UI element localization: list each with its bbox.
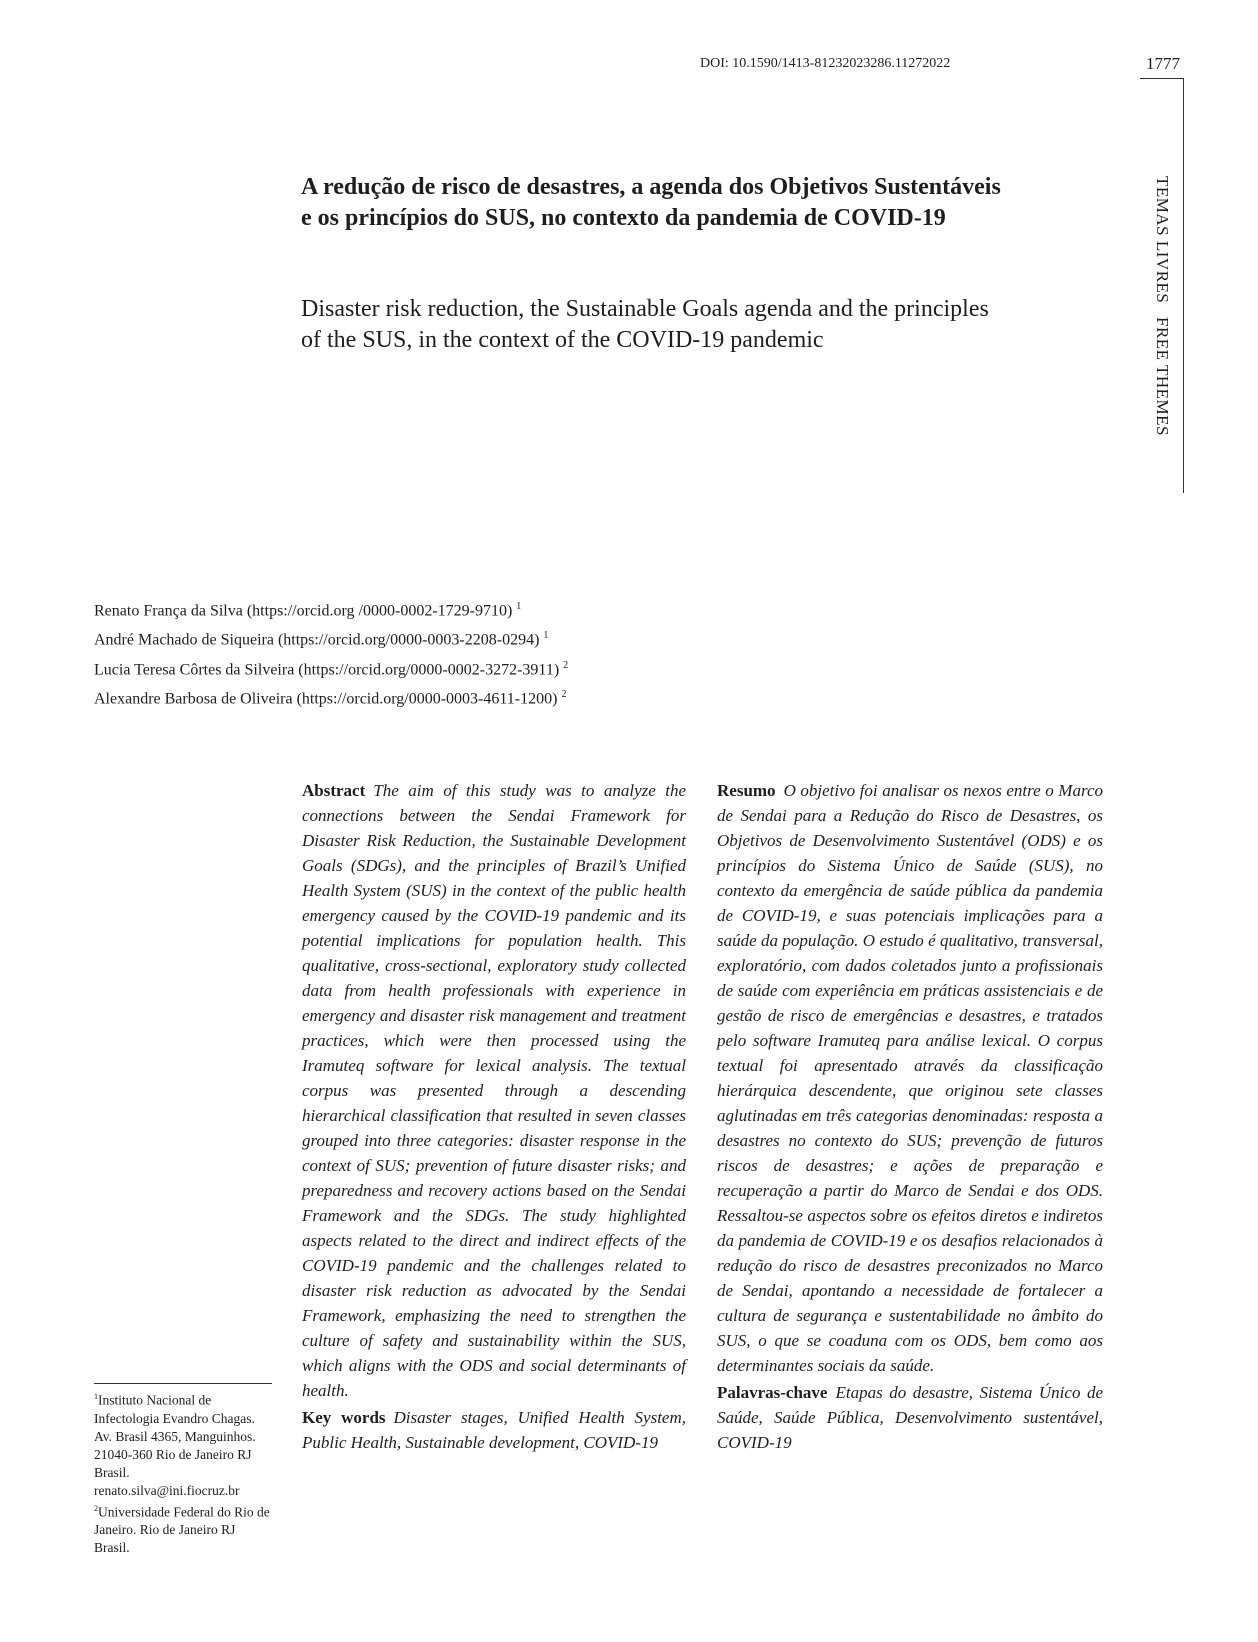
author: Alexandre Barbosa de Oliveira (https://orcid.org/0000-0003-4611-1200) $^2$	[94, 688, 567, 708]
affiliation-item: $^2$Universidade Federal do Rio de Janeiro. Rio de Janeiro RJ Brasil.	[94, 1503, 270, 1555]
section-label-pt: TEMAS LIVRES	[1153, 176, 1172, 304]
title-english: Disaster risk reduction, the Sustainable Goals agenda and the principles of the SUS, in the context of the COVID-19 pandemic	[301, 296, 989, 353]
abstract-text: The aim of this study was to analyze the connections between the Sendai Framework for Disaster Risk Reduction, the Sustainable Development Goals (SDGs), and the principles of Brazil’s Unified Health System (SUS) in the context of the public health emergency caused by the COVID-19 pandemic and its potential implications for population health. This qualitative, cross-sectional, exploratory study collected data from health professionals with experience in emergency and disaster risk management and treatment practices, which were then processed using the Iramuteq software for lexical analysis. The textual corpus was presented through a descending hierarchical classification that resulted in seven classes grouped into three categories: disaster response in the context of SUS; prevention of future disaster risks; and preparedness and recovery actions based on the Sendai Framework and the SDGs. The study highlighted aspects related to the direct and indirect effects of the COVID-19 pandemic and the challenges related to disaster risk reduction as advocated by the Sendai Framework, emphasizing the need to strengthen the culture of safety and sustainability within the SUS, which aligns with the ODS and social determinants of health.	[302, 781, 686, 1400]
author: André Machado de Siqueira (https://orcid.org/0000-0003-2208-0294) $^1$	[94, 630, 549, 649]
affiliation-marker: 1	[543, 630, 549, 642]
keywords-text: Disaster stages, Unified Health System, Public Health, Sustainable development, COVID-19	[302, 1408, 686, 1452]
palavras-chave-text: Etapas do desastre, Sistema Único de Saúde, Saúde Pública, Desenvolvimento sustentável, COVID-19	[717, 1383, 1103, 1452]
affiliation-marker: 2	[563, 659, 569, 671]
author: Lucia Teresa Côrtes da Silveira (https://orcid.org/0000-0002-3272-3911) $^2$	[94, 659, 569, 678]
palavras-chave-heading: Palavras-chave	[717, 1383, 828, 1402]
resumo-text: O objetivo foi analisar os nexos entre o Marco de Sendai para a Redução do Risco de Desastres, os Objetivos de Desenvolvimento Sustentável (ODS) e os princípios do Sistema Único de Saúde (SUS), no contexto da emergência de saúde pública da pandemia de COVID-19, e suas potenciais implicações para a saúde da população. O estudo é qualitativo, transversal, exploratório, com dados coletados junto a profissionais de saúde com experiência em práticas assistenciais e de gestão de risco de emergências e desastres, e tratados pelo software Iramuteq para análise lexical. O corpus textual foi apresentado através da classificação hierárquica descendente, que originou sete classes aglutinadas em três categorias denominadas: resposta a desastres no contexto do SUS; prevenção de futuros riscos de desastres; e ações de preparação e recuperação a partir do Marco de Sendai e dos ODS. Ressaltou-se aspectos sobre os efeitos diretos e indiretos da pandemia de COVID-19 e os desafios relacionados à redução do risco de desastres preconizados no Marco de Sendai, apontando a necessidade de fortalecer a cultura de segurança e sustentabilidade no âmbito do SUS, o que se coaduna com os ODS, bem como aos determinantes sociais da saúde.	[717, 781, 1103, 1375]
abstract-english	[302, 778, 686, 1457]
resumo-heading: Resumo	[717, 781, 776, 800]
abstract-heading: Abstract	[302, 781, 366, 800]
abstract-portuguese	[717, 778, 1103, 1457]
page-number: 1777	[1146, 54, 1180, 73]
affiliations	[94, 1388, 274, 1557]
doi: DOI: 10.1590/1413-81232023286.11272022	[700, 56, 951, 71]
keywords-heading: Key words	[302, 1408, 386, 1427]
affiliation-marker: 1	[516, 601, 522, 612]
affiliation-marker: 2	[561, 688, 567, 700]
section-label-en: FREE THEMES	[1153, 317, 1172, 437]
title-portuguese: A redução de risco de desastres, a agenda dos Objetivos Sustentáveis e os princípios do SUS, no contexto da pandemia de COVID-19	[301, 174, 1001, 231]
author-list	[94, 594, 568, 711]
section-label	[1152, 176, 1172, 436]
header-rule	[1140, 78, 1184, 79]
side-rule	[1183, 78, 1184, 493]
affiliation-rule	[94, 1383, 272, 1384]
author: Renato França da Silva (https://orcid.org /0000-0002-1729-9710) $^1$	[94, 601, 522, 620]
affiliation-item: $^1$Instituto Nacional de Infectologia Evandro Chagas. Av. Brasil 4365, Manguinhos. 21040-360 Rio de Janeiro RJ Brasil. renato.silva@ini.fiocruz.br	[94, 1392, 256, 1498]
